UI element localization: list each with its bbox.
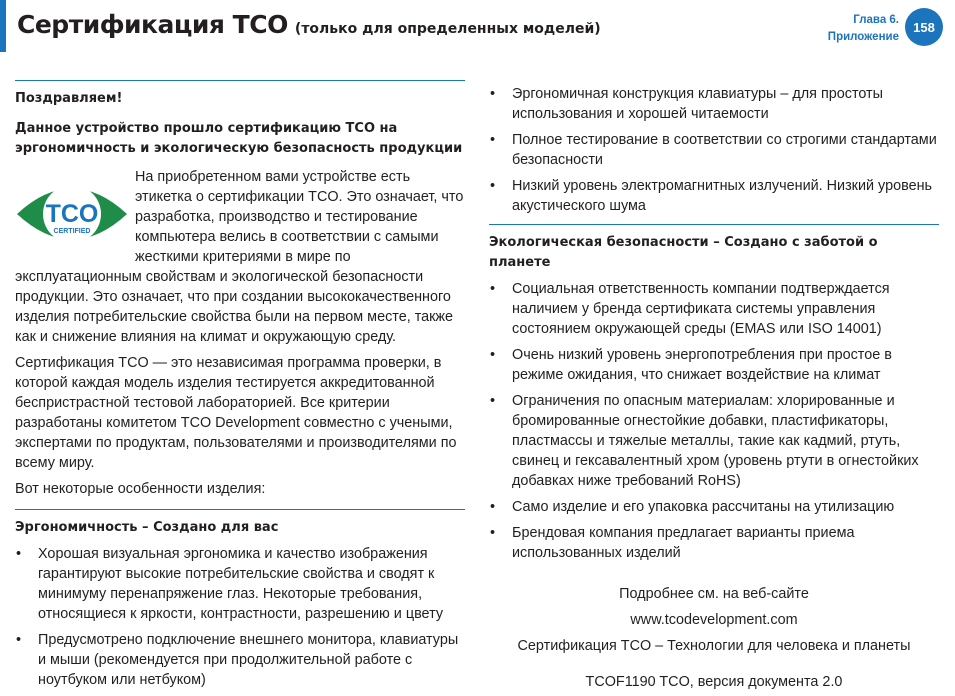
intro-block xyxy=(15,167,465,347)
features-line: Вот некоторые особенности изделия: xyxy=(15,481,266,497)
list-item: • Брендовая компания предлагает варианты приема использованных изделий xyxy=(489,523,939,563)
list-item: • Само изделие и его упаковка рассчитаны на утилизацию xyxy=(489,497,939,517)
ergonomics-list xyxy=(15,544,465,690)
title-main: Сертификация TCO xyxy=(17,10,288,39)
page-title xyxy=(17,10,601,39)
list-item: • Очень низкий уровень энергопотребления при простое в режиме ожидания, что снижает воздействие на климат xyxy=(489,345,939,385)
slogan-line: Сертификация TCO – Технологии для человека и планеты xyxy=(517,638,911,654)
right-column xyxy=(489,84,939,695)
list-item: • Хорошая визуальная эргономика и качество изображения гарантируют высокие потребительские свойства и сводят к минимуму перенапряжение глаз. Некоторые требования, относящиеся к яркости, контрастности, разрешению и цвету xyxy=(15,544,465,624)
list-item: • Предусмотрено подключение внешнего монитора, клавиатуры и мыши (рекомендуется при продолжительной работе с ноутбуком или нетбуком) xyxy=(15,630,465,690)
header-accent-bar xyxy=(0,0,6,52)
chapter-name: Приложение xyxy=(827,31,899,43)
section-divider xyxy=(15,80,465,81)
website-link[interactable]: www.tcodevelopment.com xyxy=(630,612,798,628)
list-item: • Эргономичная конструкция клавиатуры – для простоты использования и хорошей читаемости xyxy=(489,84,939,124)
chapter-label xyxy=(828,12,899,46)
section-divider xyxy=(15,509,465,510)
list-item: • Ограничения по опасным материалам: хлорированные и бромированные огнестойкие добавки, пластификаторы, пластмассы и тяжелые металлы, такие как кадмий, ртуть, свинец и гексавалентный хром (уровень ртути в огнестойких добавках ниже требований RoHS) xyxy=(489,391,939,491)
chapter-number: Глава 6. xyxy=(853,14,899,26)
logo-text: TCO xyxy=(45,200,99,228)
doc-version-line: TCOF1190 TCO, версия документа 2.0 xyxy=(585,674,843,690)
ergonomics-list-continued xyxy=(489,84,939,216)
program-paragraph: Сертификация TCO — это независимая программа проверки, в которой каждая модель изделия тестируется аккредитованной беспристрастной тестовой лабораторией. Все критерии разработаны комитетом TCO Development совместно с учеными, экспертами по продуктам, пользователями и производителями по всему миру. xyxy=(15,355,457,471)
eco-heading: Экологическая безопасности – Создано с заботой о планете xyxy=(489,235,878,270)
more-info-line: Подробнее см. на веб-сайте xyxy=(619,586,809,602)
section-divider xyxy=(489,224,939,225)
tco-certified-logo xyxy=(15,171,129,257)
page-number-badge: 158 xyxy=(905,8,943,46)
intro-paragraph: На приобретенном вами устройстве есть этикетка о сертификации TCO. Это означает, что разработка, производство и тестирование компьютера велись в соответствии с самыми жесткими критериями в мире по эксплуатационным свойствам и экологической безопасности продукции. Это означает, что при создании высококачественного изделия потребительские свойства были на первом месте, также как и снижение влияния на климат и окружающую среду. xyxy=(15,169,464,345)
lead-heading: Данное устройство прошло сертификацию TCO на эргономичность и экологическую безопасность продукции xyxy=(15,121,463,156)
logo-certified: CERTIFIED xyxy=(53,228,91,235)
left-column xyxy=(15,80,465,696)
congrats-heading: Поздравляем! xyxy=(15,91,123,106)
list-item: • Низкий уровень электромагнитных излучений. Низкий уровень акустического шума xyxy=(489,176,939,216)
list-item: • Социальная ответственность компании подтверждается наличием у бренда сертификата системы управления состоянием окружающей среды (EMAS или ISO 14001) xyxy=(489,279,939,339)
info-block xyxy=(489,581,939,695)
ergonomics-heading: Эргономичность – Создано для вас xyxy=(15,520,279,535)
eco-list xyxy=(489,279,939,563)
title-subtitle: (только для определенных моделей) xyxy=(294,21,601,37)
list-item: • Полное тестирование в соответствии со строгими стандартами безопасности xyxy=(489,130,939,170)
